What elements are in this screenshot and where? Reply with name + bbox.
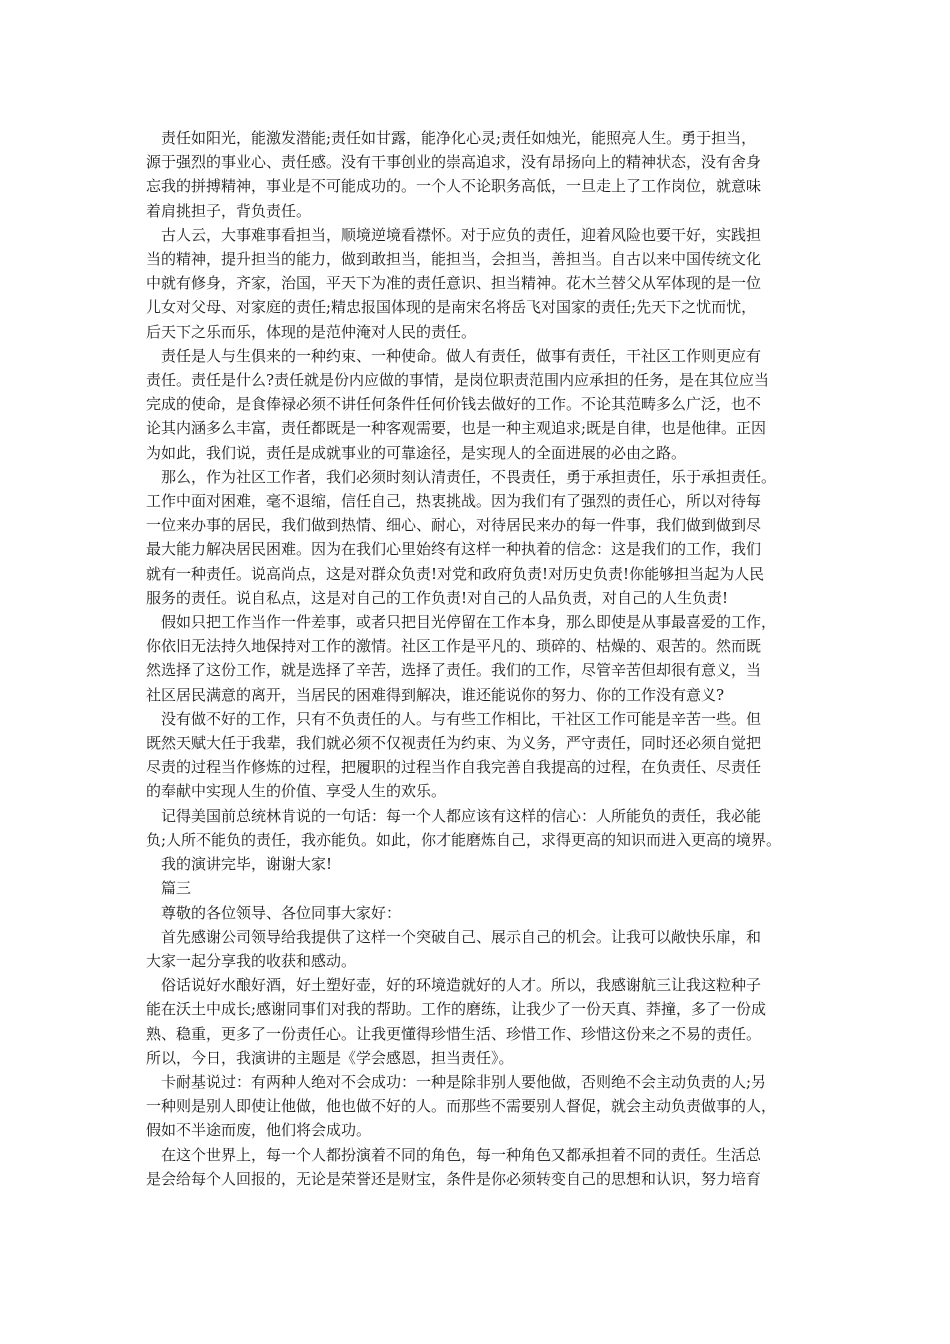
text-line: 责任。责任是什么?责任就是份内应做的事情，是岗位职责范围内应承担的任务，是在其位应当	[146, 371, 770, 390]
text-line: 记得美国前总统林肯说的一句话：每一个人都应该有这样的信心：人所能负的责任，我必能	[161, 806, 762, 825]
text-line: 负;人所不能负的责任，我亦能负。如此，你才能磨炼自己，求得更高的知识而进入更高的境界。	[146, 830, 782, 849]
text-line: 尊敬的各位领导、各位同事大家好：	[161, 903, 402, 922]
text-line: 你依旧无法持久地保持对工作的激情。社区工作是平凡的、琐碎的、枯燥的、艰苦的。然而既	[146, 637, 762, 656]
text-line: 论其内涵多么丰富，责任都既是一种客观需要，也是一种主观追求;既是自律，也是他律。正因	[146, 419, 767, 438]
text-line: 然选择了这份工作，就是选择了辛苦，选择了责任。我们的工作，尽管辛苦但却很有意义，当	[146, 661, 762, 680]
text-line: 既然天赋大任于我辈，我们就必须不仅视责任为约束、为义务，严守责任，同时还必须自觉把	[146, 734, 762, 753]
text-line: 完成的使命，是食俸禄必须不讲任何条件任何价钱去做好的工作。不论其范畴多么广泛，也不	[146, 395, 762, 414]
text-line: 大家一起分享我的收获和感动。	[146, 951, 357, 970]
paragraph	[146, 707, 814, 804]
text-line: 忘我的拼搏精神，事业是不可能成功的。一个人不论职务高低，一旦走上了工作岗位，就意味	[146, 177, 762, 196]
text-line: 就有一种责任。说高尚点，这是对群众负责!对党和政府负责!对历史负责!你能够担当起为人民	[146, 564, 765, 583]
text-line: 古人云，大事难事看担当，顺境逆境看襟怀。对于应负的责任，迎着风险也要干好，实践担	[161, 225, 762, 244]
paragraph	[146, 126, 814, 223]
text-line: 没有做不好的工作，只有不负责任的人。与有些工作相比，干社区工作可能是辛苦一些。但	[161, 709, 762, 728]
text-line: 源于强烈的事业心、责任感。没有干事创业的崇高追求，没有昂扬向上的精神状态，没有舍身	[146, 153, 762, 172]
paragraph	[146, 973, 814, 1070]
text-line: 工作中面对困难，毫不退缩，信任自己，热衷挑战。因为我们有了强烈的责任心，所以对待每	[146, 492, 762, 511]
text-line: 责任如阳光，能激发潜能;责任如甘露，能净化心灵;责任如烛光，能照亮人生。勇于担当，	[161, 129, 757, 147]
text-line: 后天下之乐而乐，体现的是范仲淹对人民的责任。	[146, 322, 477, 341]
paragraph	[146, 1143, 814, 1191]
text-line: 是会给每个人回报的，无论是荣誉还是财宝，条件是你必须转变自己的思想和认识，努力培育	[146, 1169, 762, 1188]
text-line: 为如此，我们说，责任是成就事业的可靠途径，是实现人的全面进展的必由之路。	[146, 443, 687, 462]
text-line: 卡耐基说过：有两种人绝对不会成功：一种是除非别人要他做，否则绝不会主动负责的人;另	[161, 1072, 767, 1091]
text-line: 在这个世界上，每一个人都扮演着不同的角色，每一种角色又都承担着不同的责任。生活总	[161, 1145, 762, 1164]
paragraph	[146, 223, 814, 344]
paragraph	[146, 852, 814, 876]
text-line: 着肩挑担子，背负责任。	[146, 201, 312, 220]
document-body	[146, 126, 814, 1191]
text-line: 假如不半途而废，他们将会成功。	[146, 1121, 372, 1140]
paragraph	[146, 925, 814, 973]
text-line: 一位来办事的居民，我们做到热情、细心、耐心，对待居民来办的每一件事，我们做到做到尽	[146, 516, 762, 535]
paragraph	[146, 804, 814, 852]
text-line: 所以，今日，我演讲的主题是《学会感恩，担当责任》。	[146, 1048, 514, 1067]
text-line: 中就有修身，齐家，治国，平天下为准的责任意识、担当精神。花木兰替父从军体现的是一位	[146, 274, 762, 293]
text-line: 社区居民满意的离开，当居民的困难得到解决，谁还能说你的努力、你的工作没有意义?	[146, 685, 725, 704]
text-line: 俗话说好水酿好酒，好土塑好壶，好的环境造就好的人才。所以，我感谢航三让我这粒种子	[161, 976, 762, 995]
text-line: 服务的责任。说自私点，这是对自己的工作负责!对自己的人品负责，对自己的人生负责!	[146, 588, 729, 607]
text-line: 当的精神，提升担当的能力，做到敢担当，能担当，会担当，善担当。自古以来中国传统文化	[146, 250, 762, 269]
text-line: 尽责的过程当作修炼的过程，把履职的过程当作自我完善自我提高的过程，在负责任、尽责任	[146, 758, 762, 777]
text-line: 篇三	[161, 879, 192, 898]
text-line: 最大能力解决居民困难。因为在我们心里始终有这样一种执着的信念：这是我们的工作，我们	[146, 540, 762, 559]
text-line: 首先感谢公司领导给我提供了这样一个突破自己、展示自己的机会。让我可以敞快乐扉，和	[161, 927, 762, 946]
text-line: 那么，作为社区工作者，我们必须时刻认清责任，不畏责任，勇于承担责任，乐于承担责任。	[161, 467, 777, 486]
paragraph	[146, 610, 814, 707]
text-line: 儿女对父母、对家庭的责任;精忠报国体现的是南宋名将岳飞对国家的责任;先天下之忧而忧，	[146, 298, 757, 317]
text-line: 能在沃土中成长;感谢同事们对我的帮助。工作的磨练，让我少了一份天真、莽撞，多了一份成	[146, 1000, 767, 1019]
text-line: 责任是人与生俱来的一种约束、一种使命。做人有责任，做事有责任，干社区工作则更应有	[161, 346, 762, 365]
text-line: 的奉献中实现人生的价值、享受人生的欢乐。	[146, 782, 447, 801]
text-line: 假如只把工作当作一件差事，或者只把目光停留在工作本身，那么即使是从事最喜爱的工作，	[161, 613, 777, 632]
text-line: 熟、稳重，更多了一份责任心。让我更懂得珍惜生活、珍惜工作、珍惜这份来之不易的责任。	[146, 1024, 762, 1043]
paragraph	[146, 344, 814, 465]
paragraph	[146, 901, 814, 925]
paragraph	[146, 876, 814, 900]
text-line: 我的演讲完毕，谢谢大家!	[161, 855, 333, 874]
paragraph	[146, 1070, 814, 1143]
text-line: 一种则是别人即使让他做，他也做不好的人。而那些不需要别人督促，就会主动负责做事的人，	[146, 1097, 777, 1116]
paragraph	[146, 465, 814, 610]
